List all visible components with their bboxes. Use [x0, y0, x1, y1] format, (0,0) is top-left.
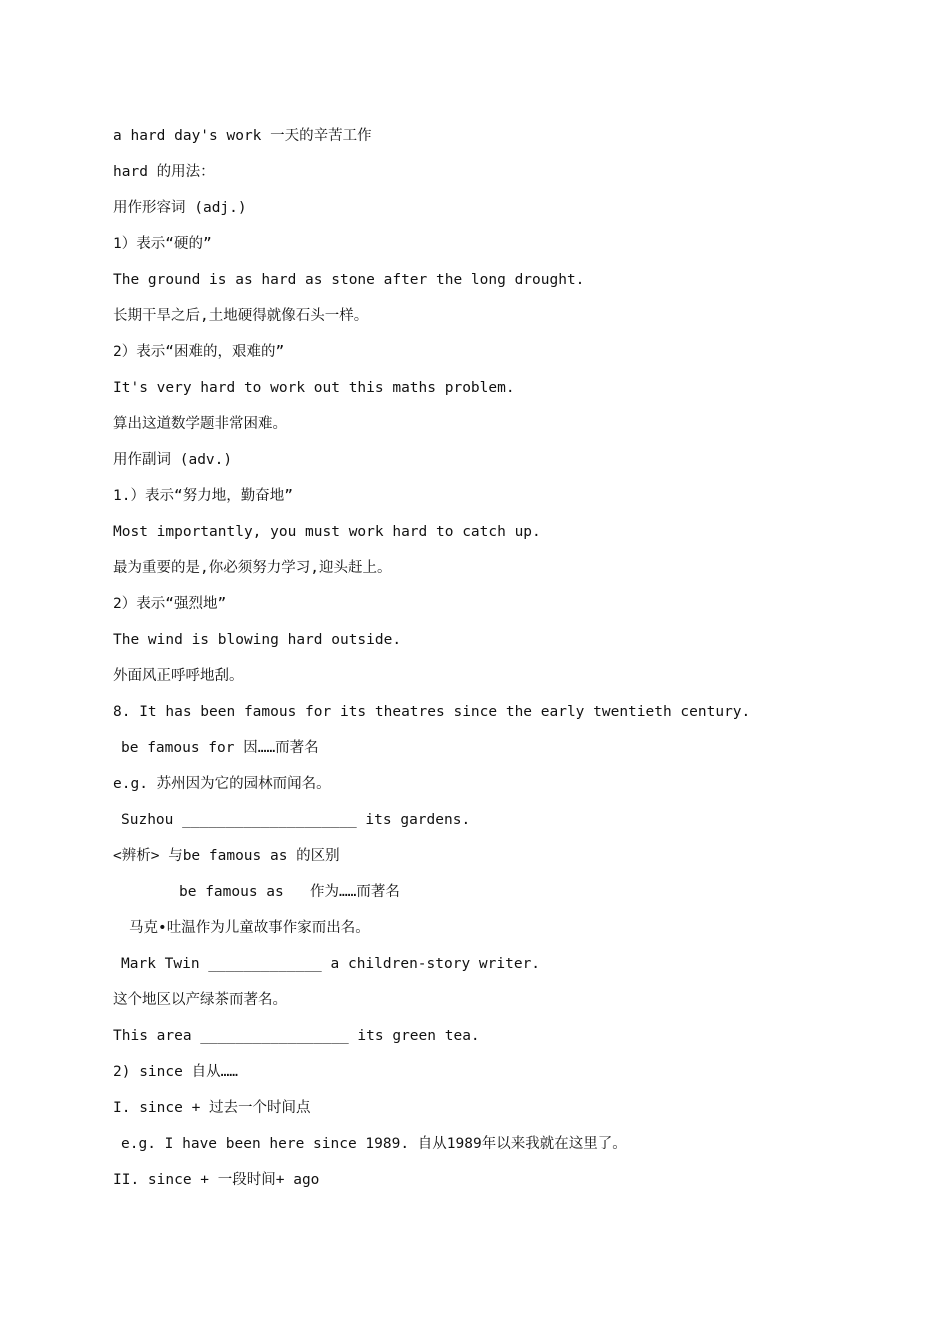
- text-line-eg-suzhou: e.g. 苏州因为它的园林而闻名。: [113, 776, 331, 792]
- text-line-since-point: I. since + 过去一个时间点: [113, 1100, 311, 1116]
- text-line-example-zh-1: 长期干旱之后,土地硬得就像石头一样。: [113, 308, 369, 324]
- text-line-example-en-3: Most importantly, you must work hard to catch up.: [113, 524, 541, 540]
- text-line-exercise-mark-twin: Mark Twin _____________ a children-story writer.: [121, 956, 541, 972]
- text-line-exercise-area: This area _________________ its green tea.: [113, 1028, 480, 1044]
- text-line-meaning-2: 2）表示“困难的，艰难的”: [113, 344, 285, 360]
- text-line-example-zh-4: 外面风正呼呼地刮。: [113, 668, 244, 684]
- text-line-example-zh-2: 算出这道数学题非常困难。: [113, 416, 287, 432]
- text-line-adjective-heading: 用作形容词 (adj.): [113, 200, 247, 216]
- text-line-green-tea-zh: 这个地区以产绿茶而著名。: [113, 992, 287, 1008]
- text-line-sentence-8: 8. It has been famous for its theatres since the early twentieth century.: [113, 704, 751, 720]
- text-line-example-en-2: It's very hard to work out this maths problem.: [113, 380, 515, 396]
- text-line-phrase: a hard day's work 一天的辛苦工作: [113, 128, 372, 144]
- text-line-meaning-3: 1.）表示“努力地，勤奋地”: [113, 488, 293, 504]
- text-line-since-heading: 2) since 自从……: [113, 1064, 239, 1080]
- text-line-since-example: e.g. I have been here since 1989. 自从1989年以来我就在这里了。: [121, 1136, 627, 1152]
- text-line-example-en-4: The wind is blowing hard outside.: [113, 632, 402, 648]
- text-line-be-famous-for: be famous for 因……而著名: [121, 740, 319, 756]
- text-line-meaning-4: 2）表示“强烈地”: [113, 596, 227, 612]
- text-line-example-en-1: The ground is as hard as stone after the long drought.: [113, 272, 585, 288]
- text-line-exercise-suzhou: Suzhou ____________________ its gardens.: [121, 812, 471, 828]
- text-line-adverb-heading: 用作副词 (adv.): [113, 452, 233, 468]
- text-line-be-famous-as: be famous as 作为……而著名: [179, 884, 400, 900]
- text-line-since-period: II. since + 一段时间+ ago: [113, 1172, 320, 1188]
- text-line-meaning-1: 1）表示“硬的”: [113, 236, 212, 252]
- text-line-usage-heading: hard 的用法：: [113, 164, 215, 180]
- text-line-mark-twain-zh: 马克•吐温作为儿童故事作家而出名。: [129, 920, 370, 936]
- document-body: [113, 118, 893, 1198]
- text-line-example-zh-3: 最为重要的是,你必须努力学习,迎头赶上。: [113, 560, 392, 576]
- text-line-distinction: <辨析> 与be famous as 的区别: [113, 848, 340, 864]
